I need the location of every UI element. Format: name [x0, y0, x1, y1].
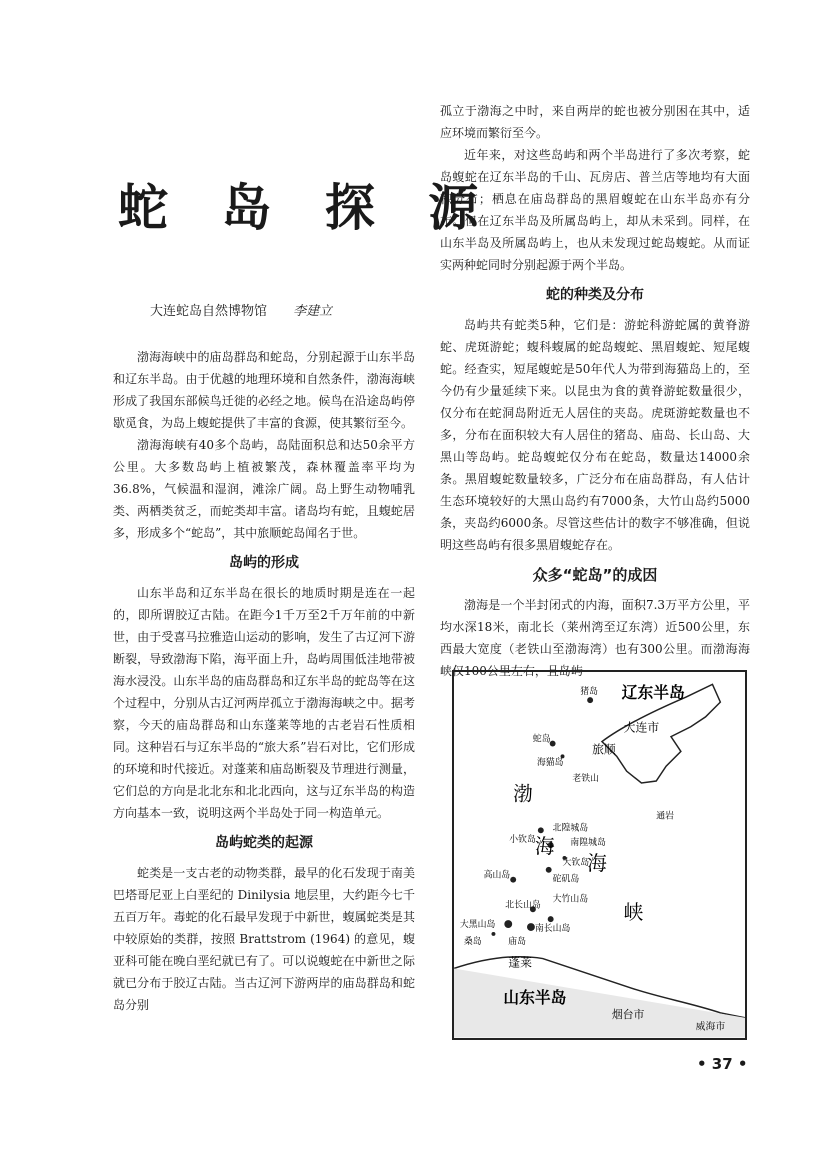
- map-label-nanchangshan: 南长山岛: [534, 923, 571, 934]
- island-dot: [504, 920, 512, 928]
- map-label-bo: 渤: [513, 782, 533, 806]
- section-heading: 岛屿蛇类的起源: [215, 835, 313, 851]
- paragraph: 近年来，对这些岛屿和两个半岛进行了多次考察，蛇岛蝮蛇在辽东半岛的千山、瓦房店、普兰店等地均有大面积分布；栖息在庙岛群岛的黑眉蝮蛇在山东半岛亦有分布。但在辽东半岛及所属岛屿上，却从未采到。同样，在山东半岛及所属岛屿上，也从未发现过蛇岛蝮蛇。从而证实两种蛇同时分别起源于两个半岛。: [440, 148, 750, 272]
- map-label-haimaodao: 海猫岛: [536, 758, 564, 769]
- paragraph: 山东半岛和辽东半岛在很长的地质时期是连在一起的，即所谓胶辽古陆。在距今1千万至2千万年前的中新世，由于受喜马拉雅造山运动的影响，发生了古辽河下游断裂，导致渤海下陷，海平面上升，岛屿周围低洼地带被海水浸没。山东半岛的庙岛群岛和辽东半岛的蛇岛等在这个过程中，分别从古辽河两岸孤立于渤海海峡之中。据考察，今天的庙岛群岛和山东蓬莱等地的古老岩石性质相同。这种岩石与辽东半岛的“旅大系”岩石对比，它们形成的环境和时代接近。对蓬莱和庙岛断裂及节理进行测量，它们总的方向是北北东和北北西向，这与辽东半岛的构造方向基本一致，说明这两个半岛处于同一构造单元。: [113, 586, 415, 820]
- map-label-xiaoqin: 小钦岛: [509, 835, 536, 846]
- map-label-daheishan: 大黑山岛: [459, 920, 496, 931]
- section-heading: 蛇的种类及分布: [546, 287, 644, 303]
- map-label-penglai: 蓬莱: [508, 955, 532, 970]
- island-dot: [548, 916, 554, 922]
- map-label-tongyou: 通岩: [656, 811, 674, 822]
- paragraph: 渤海是一个半封闭式的内海，面积7.3万平方公里，平均水深18米，南北长（莱州湾至辽东湾）近500公里，东西最大宽度（老铁山至渤海湾）也有300公里。而渤海海峡仅100公里左右，且岛屿: [440, 598, 750, 678]
- article-title: 蛇 岛 探 源: [118, 179, 497, 237]
- map-label-hai2: 海: [587, 851, 607, 875]
- map-label-beihuangcheng: 北隍城岛: [552, 823, 589, 834]
- page-number: • 37 •: [697, 1055, 748, 1073]
- island-dot: [587, 697, 593, 703]
- island-dot: [527, 923, 535, 931]
- map-label-weihai: 威海市: [695, 1021, 726, 1033]
- island-dot: [510, 877, 516, 883]
- map-label-sangdao: 桑岛: [463, 936, 482, 947]
- map-label-laotieshan: 老铁山: [572, 774, 599, 785]
- paragraph: 渤海海峡有40多个岛屿，岛陆面积总和达50余平方公里。大多数岛屿上植被繁茂，森林覆盖率平均为36.8%，气候温和湿润，滩涂广阔。岛上野生动物哺乳类、两栖类贫乏，而蛇类却丰富。诸岛均有蛇，且蝮蛇居多，形成多个“蛇岛”，其中旅顺蛇岛闻名于世。: [113, 438, 415, 540]
- right-column: [440, 100, 750, 682]
- map-drawing: [454, 672, 745, 1038]
- map-label-zhudao: 猪岛: [580, 687, 598, 698]
- map-label-yantai: 烟台市: [611, 1007, 645, 1021]
- map-label-shedao: 蛇岛: [532, 734, 551, 745]
- map-label-liaodong: 辽东半岛: [621, 683, 685, 703]
- map-label-dazhushan: 大竹山岛: [552, 894, 589, 905]
- map-label-dalian: 大连市: [623, 720, 660, 735]
- island-dot: [538, 827, 544, 833]
- author-affiliation: 大连蛇岛自然博物馆: [150, 304, 268, 319]
- section-heading: 岛屿的形成: [229, 555, 299, 571]
- island-map: [452, 670, 747, 1040]
- map-label-beichangshan: 北长山岛: [505, 900, 541, 911]
- paragraph: 孤立于渤海之中时，来自两岸的蛇也被分别困在其中，适应环境而繁衍至今。: [440, 104, 750, 140]
- paragraph: 蛇类是一支古老的动物类群，最早的化石发现于南美巴塔哥尼亚上白垩纪的 Dinilysia 地层里，大约距今七千五百万年。毒蛇的化石最早发现于中新世，蝮属蛇类是其中较原始的类群，按照 Brattstrom (1964) 的意见，蝮亚科可能在晚白垩纪就已有了。可以说蝮蛇在中新世之际就已分布于胶辽古陆。当古辽河下游两岸的庙岛群岛和蛇岛分别: [113, 866, 415, 1012]
- paragraph: 岛屿共有蛇类5种，它们是：游蛇科游蛇属的黄脊游蛇、虎斑游蛇；蝮科蝮属的蛇岛蝮蛇、黑眉蝮蛇、短尾蝮蛇。经查实，短尾蝮蛇是50年代人为带到海猫岛上的，至今仍有少量延续下来。以昆虫为食的黄脊游蛇数量很少，仅分布在蛇洞岛附近无人居住的夹岛。虎斑游蛇数量也不多，分布在面积较大有人居住的猪岛、庙岛、长山岛、大黑山等岛屿。蛇岛蝮蛇仅分布在蛇岛，数量达14000余条。黑眉蝮蛇数量较多，广泛分布在庙岛群岛，有人估计生态环境较好的大黑山岛约有7000条，大竹山岛约5000条，夹岛约6000条。尽管这些估计的数字不够准确，但说明这些岛屿有很多黑眉蝮蛇存在。: [440, 318, 750, 552]
- island-dot: [491, 932, 495, 936]
- section-heading: 众多“蛇岛”的成因: [532, 566, 658, 584]
- left-column: [113, 346, 415, 1016]
- author-name: 李建立: [293, 304, 333, 319]
- map-label-shandong: 山东半岛: [503, 987, 567, 1007]
- map-label-xia: 峡: [623, 901, 644, 925]
- map-label-hai1: 海: [534, 835, 555, 859]
- map-label-tuoji: 砣矶岛: [552, 874, 580, 885]
- byline: [150, 300, 332, 319]
- map-label-lvshun: 旅顺: [592, 742, 616, 757]
- map-label-daqin: 大钦岛: [562, 857, 590, 868]
- map-label-miaodao: 庙岛: [508, 936, 526, 947]
- map-label-nanhuangcheng: 南隍城岛: [570, 838, 606, 849]
- paragraph: 渤海海峡中的庙岛群岛和蛇岛，分别起源于山东半岛和辽东半岛。由于优越的地理环境和自然条件，渤海海峡形成了我国东部候鸟迁徙的必经之地。候鸟在沿途岛屿停歇觅食，为岛上蝮蛇提供了丰富的食源，使其繁衍至今。: [113, 350, 415, 430]
- island-dot: [546, 867, 552, 873]
- map-label-gaoshan: 高山岛: [483, 870, 511, 881]
